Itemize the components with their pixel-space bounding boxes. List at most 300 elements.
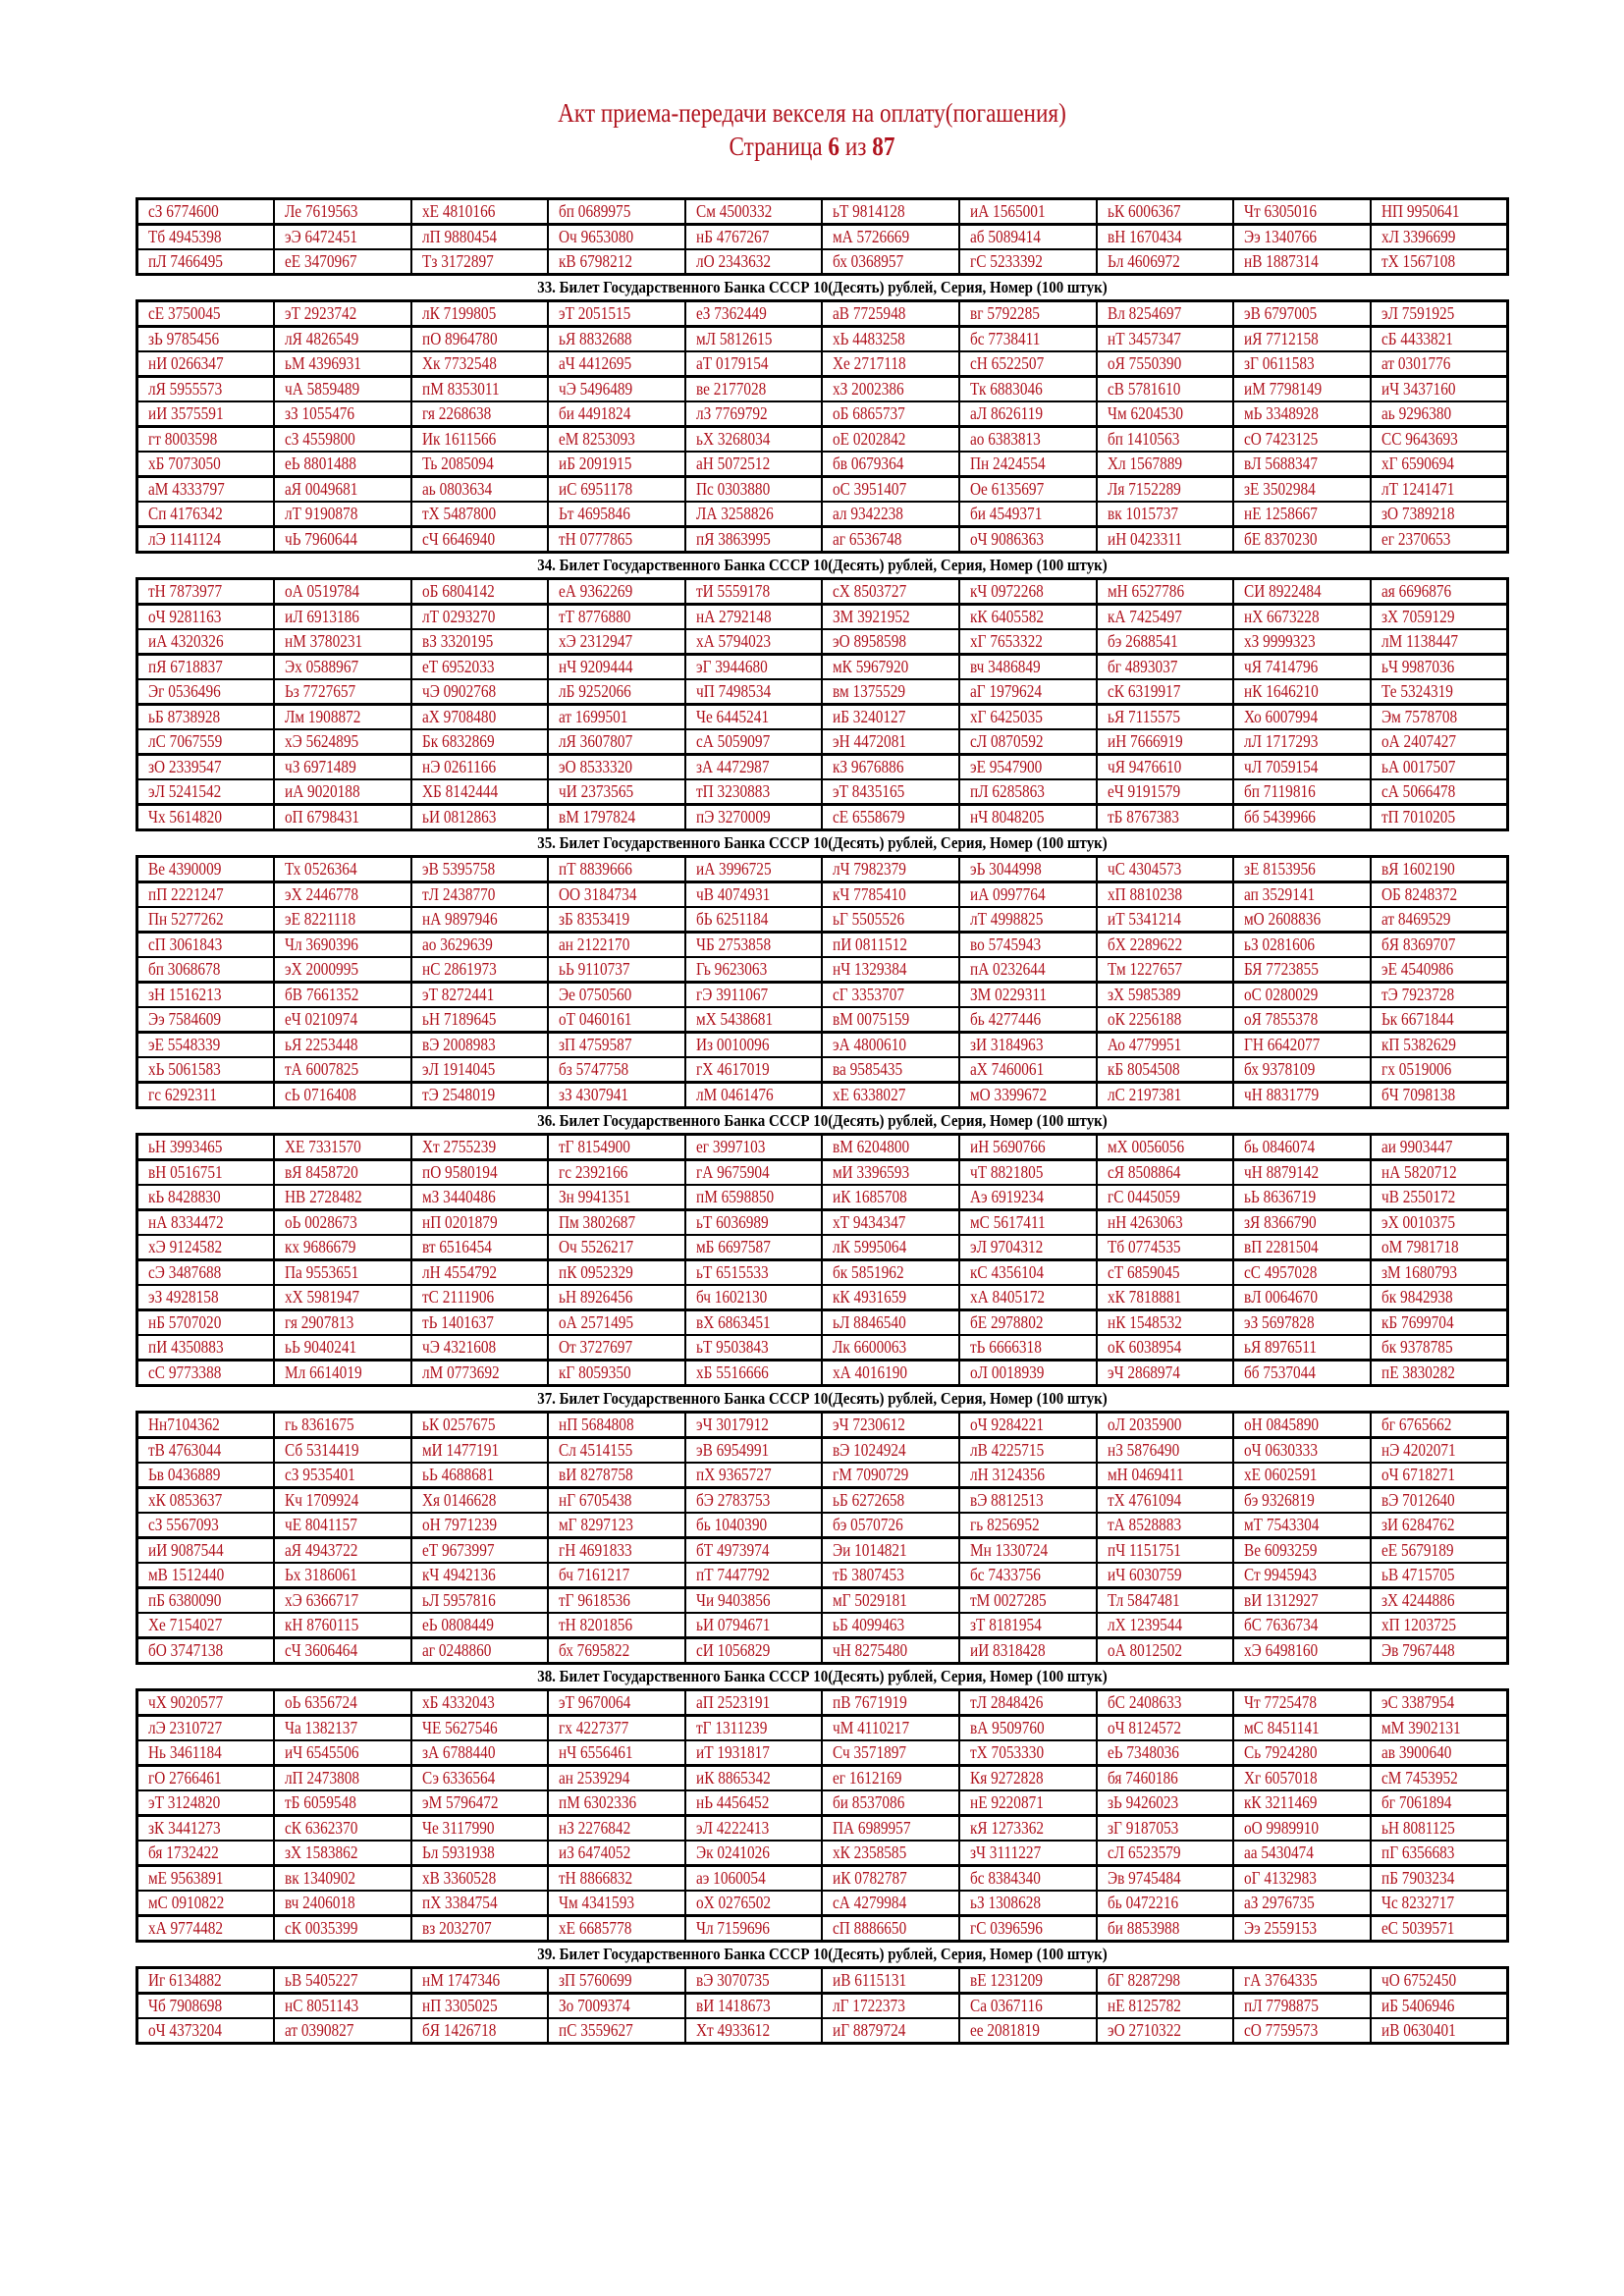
table-row — [137, 1285, 1508, 1310]
table-row — [137, 957, 1508, 983]
serial-number-cell — [1097, 882, 1234, 908]
serial-number: тС 2111906 — [421, 1287, 494, 1307]
serial-number-cell — [1097, 1891, 1234, 1916]
serial-number-cell — [548, 1790, 685, 1816]
serial-number: нЗ 2276842 — [559, 1818, 631, 1838]
serial-number: би 4549371 — [970, 504, 1043, 523]
serial-number-cell — [685, 1866, 823, 1892]
serial-number: оЕ 0202842 — [833, 429, 906, 449]
table-row — [137, 1310, 1508, 1336]
serial-number-cell — [959, 1260, 1097, 1286]
serial-number: еМ 8253093 — [559, 429, 636, 449]
serial-number: оЧ 4373204 — [148, 2020, 222, 2040]
serial-number-cell — [137, 1740, 275, 1766]
serial-number: Ле 7619563 — [285, 201, 358, 221]
serial-number-cell — [1097, 1916, 1234, 1942]
serial-number: вз 2032707 — [421, 1918, 492, 1938]
serial-number: пЛ 7798875 — [1244, 1996, 1320, 2015]
serial-number: бЧ 7098138 — [1380, 1085, 1455, 1104]
serial-number: чА 5859489 — [285, 379, 360, 399]
serial-number-cell — [1371, 401, 1508, 427]
serial-number: эО 8958598 — [833, 631, 907, 651]
serial-number: ьН 7189645 — [421, 1009, 497, 1029]
serial-number: ан 2122170 — [559, 934, 630, 954]
serial-number-cell — [274, 605, 411, 630]
serial-number-cell — [959, 527, 1097, 553]
serial-number-cell — [685, 705, 823, 730]
serial-number: Сэ 6336564 — [421, 1768, 496, 1788]
serial-number-cell — [1233, 779, 1371, 805]
page-prefix: Страница — [729, 132, 823, 161]
serial-number: лЧ 7982379 — [833, 859, 907, 879]
serial-number: Ст 9945943 — [1244, 1565, 1318, 1584]
serial-number-cell — [822, 1588, 959, 1614]
serial-number-cell — [959, 1310, 1097, 1336]
serial-number-cell — [685, 1335, 823, 1361]
serial-number-cell — [1233, 655, 1371, 680]
serial-number: эЗ 4928158 — [148, 1287, 219, 1307]
serial-number-cell — [548, 1413, 685, 1438]
serial-number: Ьз 7727657 — [285, 681, 356, 701]
serial-number-cell — [1371, 1007, 1508, 1033]
table-row — [137, 1513, 1508, 1538]
serial-number-cell — [411, 327, 549, 352]
serial-number: нБ 5707020 — [148, 1312, 222, 1332]
serial-number: эЧ 7230612 — [833, 1415, 906, 1434]
serial-number-cell — [548, 1057, 685, 1083]
serial-number-cell — [411, 1790, 549, 1816]
serial-number: эО 2710322 — [1107, 2020, 1181, 2040]
serial-number: тХ 5487800 — [421, 504, 496, 523]
serial-number-cell — [274, 1235, 411, 1260]
serial-number: бЯ 1426718 — [421, 2020, 497, 2040]
serial-number: бс 7433756 — [970, 1565, 1042, 1584]
serial-number: Иг 6134882 — [148, 1970, 222, 1990]
page-header — [0, 96, 1624, 163]
serial-number: вЕ 1231209 — [970, 1970, 1044, 1990]
serial-number: бг 6765662 — [1380, 1415, 1452, 1434]
serial-number: сЬ 0716408 — [285, 1085, 357, 1104]
serial-number: кГ 8059350 — [559, 1362, 631, 1382]
serial-number-cell — [548, 1816, 685, 1842]
serial-number: гя 2268638 — [421, 403, 491, 423]
serial-number: лТ 4998825 — [970, 909, 1044, 929]
serial-number: иС 6951178 — [559, 479, 633, 499]
serial-number-cell — [685, 857, 823, 882]
serial-number: ьИ 0812863 — [421, 807, 497, 827]
serial-number: кЬ 8428830 — [148, 1187, 221, 1206]
table-row — [137, 1083, 1508, 1108]
serial-number: вч 3486849 — [970, 657, 1041, 676]
serial-number-cell — [1233, 1310, 1371, 1336]
serial-number: мО 2608836 — [1244, 909, 1322, 929]
serial-number-cell — [685, 1916, 823, 1942]
serial-number-cell — [822, 401, 959, 427]
serial-number: Из 0010096 — [695, 1035, 770, 1054]
serial-number: БЯ 7723855 — [1244, 959, 1320, 979]
serial-number: еТ 6952033 — [421, 657, 495, 676]
serial-number-cell — [548, 1463, 685, 1488]
serial-number-cell — [548, 1260, 685, 1286]
serial-number: СС 9643693 — [1380, 429, 1458, 449]
serial-number-cell — [685, 477, 823, 503]
serial-number-cell — [137, 1916, 275, 1942]
serial-number-cell — [1371, 1638, 1508, 1664]
serial-number: бЕ 2978802 — [970, 1312, 1044, 1332]
serial-number-cell — [1233, 1716, 1371, 1741]
serial-number-cell — [959, 705, 1097, 730]
serial-number: зО 7389218 — [1380, 504, 1455, 523]
serial-number-cell — [1097, 1513, 1234, 1538]
serial-number-cell — [411, 933, 549, 958]
serial-number-cell — [548, 907, 685, 933]
serial-number-cell — [548, 1588, 685, 1614]
serial-number-cell — [1371, 1135, 1508, 1160]
serial-number-cell — [137, 225, 275, 250]
serial-number-cell — [1097, 679, 1234, 705]
serial-number: ан 2539294 — [559, 1768, 630, 1788]
serial-number: чП 7498534 — [695, 681, 772, 701]
serial-number: тБ 6059548 — [285, 1792, 356, 1812]
serial-number: бС 2408633 — [1107, 1692, 1182, 1712]
serial-number: иЧ 3437160 — [1380, 379, 1456, 399]
serial-number-cell — [1097, 1563, 1234, 1588]
serial-number-cell — [137, 1160, 275, 1186]
serial-number-cell — [411, 249, 549, 275]
serial-number-cell — [548, 857, 685, 882]
serial-number-cell — [137, 1841, 275, 1866]
serial-number-cell — [274, 1160, 411, 1186]
serial-number-cell — [822, 1538, 959, 1564]
serial-number: пТ 8839666 — [559, 859, 633, 879]
serial-number: бь 1040390 — [695, 1515, 768, 1534]
serial-number-cell — [822, 1310, 959, 1336]
serial-number: мИ 3396593 — [833, 1162, 910, 1182]
serial-number: лО 2343632 — [695, 251, 771, 271]
serial-number-cell — [685, 1613, 823, 1638]
serial-number-cell — [1233, 1740, 1371, 1766]
serial-number-cell — [1233, 1361, 1371, 1386]
serial-number-cell — [959, 1866, 1097, 1892]
serial-number-cell — [137, 1968, 275, 1994]
serial-number-cell — [1097, 1638, 1234, 1664]
serial-number-cell — [1371, 957, 1508, 983]
serial-number-cell — [685, 605, 823, 630]
serial-number: нЭ 0261166 — [421, 757, 496, 776]
serial-number: оК 6038954 — [1107, 1337, 1181, 1357]
serial-number-cell — [274, 1185, 411, 1210]
serial-number: эЛ 1914045 — [421, 1059, 496, 1079]
serial-number-cell — [274, 1488, 411, 1514]
serial-number: Ьв 0436889 — [148, 1465, 221, 1484]
serial-number-cell — [1371, 579, 1508, 605]
serial-number-cell — [137, 1638, 275, 1664]
serial-number: мЬ 3348928 — [1244, 403, 1320, 423]
serial-number-cell — [1097, 1185, 1234, 1210]
serial-number-cell — [411, 1538, 549, 1564]
serial-number: лГ 1722373 — [833, 1996, 906, 2015]
serial-number: вч 2406018 — [285, 1893, 355, 1912]
serial-number-cell — [822, 1057, 959, 1083]
serial-number: хП 1203725 — [1380, 1615, 1456, 1634]
serial-number-cell — [1233, 1994, 1371, 2019]
serial-number-cell — [959, 629, 1097, 655]
serial-number: нЧ 1329384 — [833, 959, 907, 979]
serial-number-cell — [411, 1563, 549, 1588]
serial-number: НВ 2728482 — [285, 1187, 362, 1206]
serial-number: сС 9773388 — [148, 1362, 222, 1382]
serial-number: бХ 2289622 — [1107, 934, 1182, 954]
serial-number: бп 7119816 — [1244, 781, 1317, 801]
serial-number-cell — [822, 1007, 959, 1033]
table-row — [137, 729, 1508, 755]
serial-number: Хо 6007994 — [1244, 707, 1319, 726]
serial-number: тП 7010205 — [1380, 807, 1455, 827]
serial-number: Тм 1227657 — [1107, 959, 1182, 979]
serial-number-cell — [959, 1463, 1097, 1488]
serial-number-cell — [548, 1766, 685, 1791]
serial-number-cell — [1233, 1007, 1371, 1033]
serial-number-cell — [411, 1740, 549, 1766]
serial-number-cell — [411, 1463, 549, 1488]
serial-number: сЕ 6558679 — [833, 807, 905, 827]
serial-number-cell — [137, 2018, 275, 2044]
serial-number: аь 9296380 — [1380, 403, 1451, 423]
serial-number: нП 0201879 — [421, 1212, 498, 1232]
banknote-table — [135, 1411, 1509, 1665]
serial-number: пЯ 3863995 — [695, 529, 771, 549]
serial-number-cell — [274, 779, 411, 805]
table-row — [137, 1766, 1508, 1791]
serial-number: еЬ 8801488 — [285, 454, 357, 473]
serial-number: вк 1015737 — [1107, 504, 1178, 523]
serial-number: иК 1685708 — [833, 1187, 908, 1206]
serial-number-cell — [1097, 1816, 1234, 1842]
serial-number: бЭ 2783753 — [695, 1490, 771, 1510]
serial-number-cell — [1371, 1057, 1508, 1083]
serial-number: оХ 0276502 — [695, 1893, 771, 1912]
serial-number-cell — [274, 1790, 411, 1816]
serial-number-cell — [822, 1613, 959, 1638]
serial-number-cell — [411, 1210, 549, 1236]
serial-number-cell — [274, 225, 411, 250]
serial-number-cell — [548, 1210, 685, 1236]
serial-number: бч 1602130 — [695, 1287, 768, 1307]
serial-number-cell — [685, 882, 823, 908]
serial-number: бэ 0570726 — [833, 1515, 904, 1534]
serial-number-cell — [1097, 1968, 1234, 1994]
serial-number: ва 9585435 — [833, 1059, 903, 1079]
serial-number: ег 3997103 — [695, 1137, 766, 1156]
table-row — [137, 1891, 1508, 1916]
serial-number-cell — [548, 1488, 685, 1514]
serial-number-cell — [1233, 679, 1371, 705]
serial-number-cell — [685, 1083, 823, 1108]
serial-number: аП 2523191 — [695, 1692, 771, 1712]
serial-number-cell — [959, 1135, 1097, 1160]
serial-number: ьХ 3268034 — [695, 429, 771, 449]
serial-number: гх 0519006 — [1380, 1059, 1452, 1079]
serial-number: хК 7818881 — [1107, 1287, 1181, 1307]
serial-number-cell — [1233, 957, 1371, 983]
serial-number: вИ 1418673 — [695, 1996, 771, 2015]
serial-number: сТ 6859045 — [1107, 1262, 1180, 1282]
serial-number: ХБ 8142444 — [421, 781, 498, 801]
serial-number: оА 2407427 — [1380, 731, 1456, 751]
serial-number-cell — [1097, 225, 1234, 250]
serial-number: сП 3061843 — [148, 934, 223, 954]
serial-number: нС 8051143 — [285, 1996, 359, 2015]
serial-number: иМ 7798149 — [1244, 379, 1323, 399]
serial-number-cell — [959, 655, 1097, 680]
serial-number-cell — [822, 1994, 959, 2019]
serial-number-cell — [822, 1210, 959, 1236]
serial-number-cell — [1097, 377, 1234, 402]
serial-number: тХ 4761094 — [1107, 1490, 1181, 1510]
serial-number: аЯ 0049681 — [285, 479, 358, 499]
serial-number-cell — [1371, 1310, 1508, 1336]
serial-number: ьГ 5505526 — [833, 909, 905, 929]
serial-number-cell — [1233, 1235, 1371, 1260]
serial-number: нА 8334472 — [148, 1212, 224, 1232]
serial-number: зХ 4244886 — [1380, 1590, 1455, 1610]
serial-number-cell — [274, 1690, 411, 1716]
serial-number-cell — [548, 1513, 685, 1538]
serial-number-cell — [274, 377, 411, 402]
serial-number-cell — [411, 1488, 549, 1514]
serial-number-cell — [959, 1968, 1097, 1994]
serial-number: иЧ 6030759 — [1107, 1565, 1182, 1584]
serial-number-cell — [137, 527, 275, 553]
serial-number-cell — [685, 579, 823, 605]
serial-number: тБ 3807453 — [833, 1565, 905, 1584]
serial-number-cell — [822, 1690, 959, 1716]
serial-number: лС 7067559 — [148, 731, 223, 751]
serial-number-cell — [685, 351, 823, 377]
serial-number: тМ 0027285 — [970, 1590, 1047, 1610]
serial-number: эЕ 8221118 — [285, 909, 356, 929]
serial-number-cell — [274, 301, 411, 327]
serial-number: Ля 7152289 — [1107, 479, 1181, 499]
serial-number: иЯ 7712158 — [1244, 329, 1320, 348]
serial-number: еЬ 7348036 — [1107, 1742, 1179, 1762]
serial-number: эН 4472081 — [833, 731, 907, 751]
serial-number: вк 1340902 — [285, 1868, 356, 1888]
serial-number-cell — [274, 983, 411, 1008]
serial-number-cell — [1233, 1513, 1371, 1538]
serial-number-cell — [1097, 1994, 1234, 2019]
serial-number: хВ 3360528 — [421, 1868, 496, 1888]
serial-number: Пн 5277262 — [148, 909, 224, 929]
serial-number-cell — [822, 1841, 959, 1866]
serial-number-cell — [1233, 452, 1371, 477]
serial-number-cell — [1371, 249, 1508, 275]
serial-number: гХ 4617019 — [695, 1059, 770, 1079]
serial-number: Са 0367116 — [970, 1996, 1043, 2015]
serial-number: иК 8865342 — [695, 1768, 771, 1788]
serial-number: ОБ 8248372 — [1380, 884, 1458, 904]
serial-number-cell — [411, 1007, 549, 1033]
serial-number-cell — [1371, 1790, 1508, 1816]
banknote-table — [135, 197, 1509, 276]
serial-number-cell — [959, 605, 1097, 630]
serial-number-cell — [959, 1057, 1097, 1083]
table-row — [137, 1841, 1508, 1866]
serial-number-cell — [685, 1413, 823, 1438]
serial-number-cell — [137, 705, 275, 730]
serial-number: бб 7537044 — [1244, 1362, 1317, 1382]
serial-number: эВ 6797005 — [1244, 303, 1318, 323]
serial-number-cell — [822, 225, 959, 250]
serial-number-cell — [1233, 1463, 1371, 1488]
serial-number-cell — [274, 629, 411, 655]
serial-number: Эх 0588967 — [285, 657, 359, 676]
serial-number-cell — [959, 1185, 1097, 1210]
serial-number-cell — [1233, 477, 1371, 503]
serial-number: хЬ 5061583 — [148, 1059, 221, 1079]
serial-number-cell — [685, 755, 823, 780]
serial-number: хЗ 2002386 — [833, 379, 905, 399]
serial-number-cell — [411, 1185, 549, 1210]
serial-number-cell — [822, 301, 959, 327]
serial-number-cell — [685, 1816, 823, 1842]
serial-number: зЯ 8366790 — [1244, 1212, 1317, 1232]
serial-number: зК 3441273 — [148, 1818, 221, 1838]
serial-number: бк 5851962 — [833, 1262, 905, 1282]
banknote-table — [135, 1688, 1509, 1943]
table-row — [137, 527, 1508, 553]
serial-number-cell — [1371, 1968, 1508, 1994]
serial-number-cell — [411, 1716, 549, 1741]
serial-number-cell — [548, 301, 685, 327]
serial-number-cell — [1097, 1210, 1234, 1236]
serial-number: аХ 9708480 — [421, 707, 496, 726]
serial-number-cell — [959, 1638, 1097, 1664]
serial-number: эТ 2923742 — [285, 303, 357, 323]
serial-number-cell — [1097, 605, 1234, 630]
serial-number-cell — [1097, 1740, 1234, 1766]
serial-number: эЛ 5241542 — [148, 781, 222, 801]
serial-number-cell — [137, 249, 275, 275]
serial-number: иА 0997764 — [970, 884, 1046, 904]
serial-number-cell — [137, 857, 275, 882]
table-row — [137, 377, 1508, 402]
table-row — [137, 1135, 1508, 1160]
serial-number-cell — [274, 1638, 411, 1664]
serial-number-cell — [137, 401, 275, 427]
serial-number: вН 1670434 — [1107, 227, 1182, 246]
serial-number: хА 4016190 — [833, 1362, 908, 1382]
serial-number-cell — [137, 1413, 275, 1438]
serial-number-cell — [822, 933, 959, 958]
serial-number: ьВ 5405227 — [285, 1970, 358, 1990]
table-row — [137, 679, 1508, 705]
serial-number-cell — [137, 1310, 275, 1336]
serial-number-cell — [548, 679, 685, 705]
serial-number: бь 4277446 — [970, 1009, 1042, 1029]
serial-number-cell — [1371, 1463, 1508, 1488]
serial-number: тВ 4763044 — [148, 1440, 222, 1460]
serial-number: зП 5760699 — [559, 1970, 632, 1990]
serial-number: аэ 1060054 — [695, 1868, 766, 1888]
serial-number: хЕ 0602591 — [1244, 1465, 1318, 1484]
serial-number: пЕ 3830282 — [1380, 1362, 1455, 1382]
serial-number: бя 1732422 — [148, 1842, 219, 1862]
serial-number: бч 7161217 — [559, 1565, 630, 1584]
serial-number: иВ 0630401 — [1380, 2020, 1456, 2040]
section-title: 38. Билет Государственного Банка СССР 10(Десять) рублей, Серия, Номер (100 штук) — [537, 1667, 1108, 1685]
serial-number-cell — [959, 327, 1097, 352]
